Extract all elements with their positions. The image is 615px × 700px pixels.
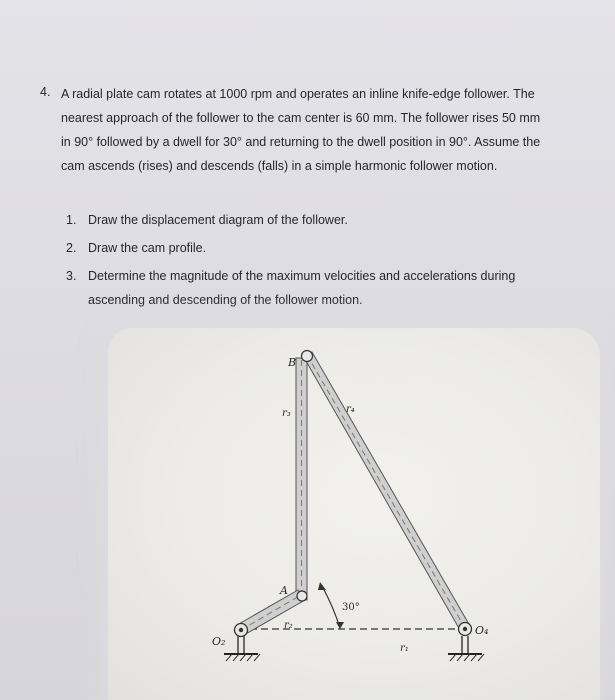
four-bar-linkage-figure xyxy=(108,328,600,700)
link-r4 xyxy=(302,352,470,630)
link-r3 xyxy=(296,358,307,600)
task-item xyxy=(66,236,546,260)
joint-B xyxy=(302,351,313,362)
label-r4: r₄ xyxy=(346,404,355,415)
label-r2: r₂ xyxy=(284,620,293,631)
ground-support-O2 xyxy=(224,636,260,661)
task-number: 2. xyxy=(66,241,77,255)
pivot-O4-center xyxy=(463,627,467,631)
label-O4: O₄ xyxy=(475,624,489,637)
label-r1: r₁ xyxy=(400,643,409,654)
label-O2: O₂ xyxy=(212,635,226,648)
angle-indicator xyxy=(318,582,344,629)
label-angle: 30° xyxy=(342,602,360,613)
task-number: 1. xyxy=(66,213,77,227)
label-B: B xyxy=(288,356,297,369)
joint-A xyxy=(297,591,307,601)
task-item xyxy=(66,264,546,312)
ground-support-O4 xyxy=(448,636,484,661)
problem-block xyxy=(0,0,615,330)
label-r3: r₃ xyxy=(282,408,291,419)
problem-number: 4. xyxy=(40,85,51,99)
task-list xyxy=(66,208,546,316)
task-text: Draw the cam profile. xyxy=(88,241,207,255)
task-text: Determine the magnitude of the maximum velocities and accelerations during ascending and descending of the follower motion. xyxy=(88,269,516,307)
task-item xyxy=(66,208,546,232)
task-text: Draw the displacement diagram of the follower. xyxy=(88,213,348,227)
problem-statement: A radial plate cam rotates at 1000 rpm and operates an inline knife-edge follower. The nearest approach of the follower to the cam center is 60 mm. The follower rises 50 mm in 90° followed by a dwell for 30° and returning to the dwell position in 90°. Assume the cam ascends (rises) and descends (falls) in a simple harmonic follower motion. xyxy=(61,87,541,173)
task-number: 3. xyxy=(66,269,77,283)
label-A: A xyxy=(280,584,288,597)
pivot-O2-center xyxy=(239,628,243,632)
